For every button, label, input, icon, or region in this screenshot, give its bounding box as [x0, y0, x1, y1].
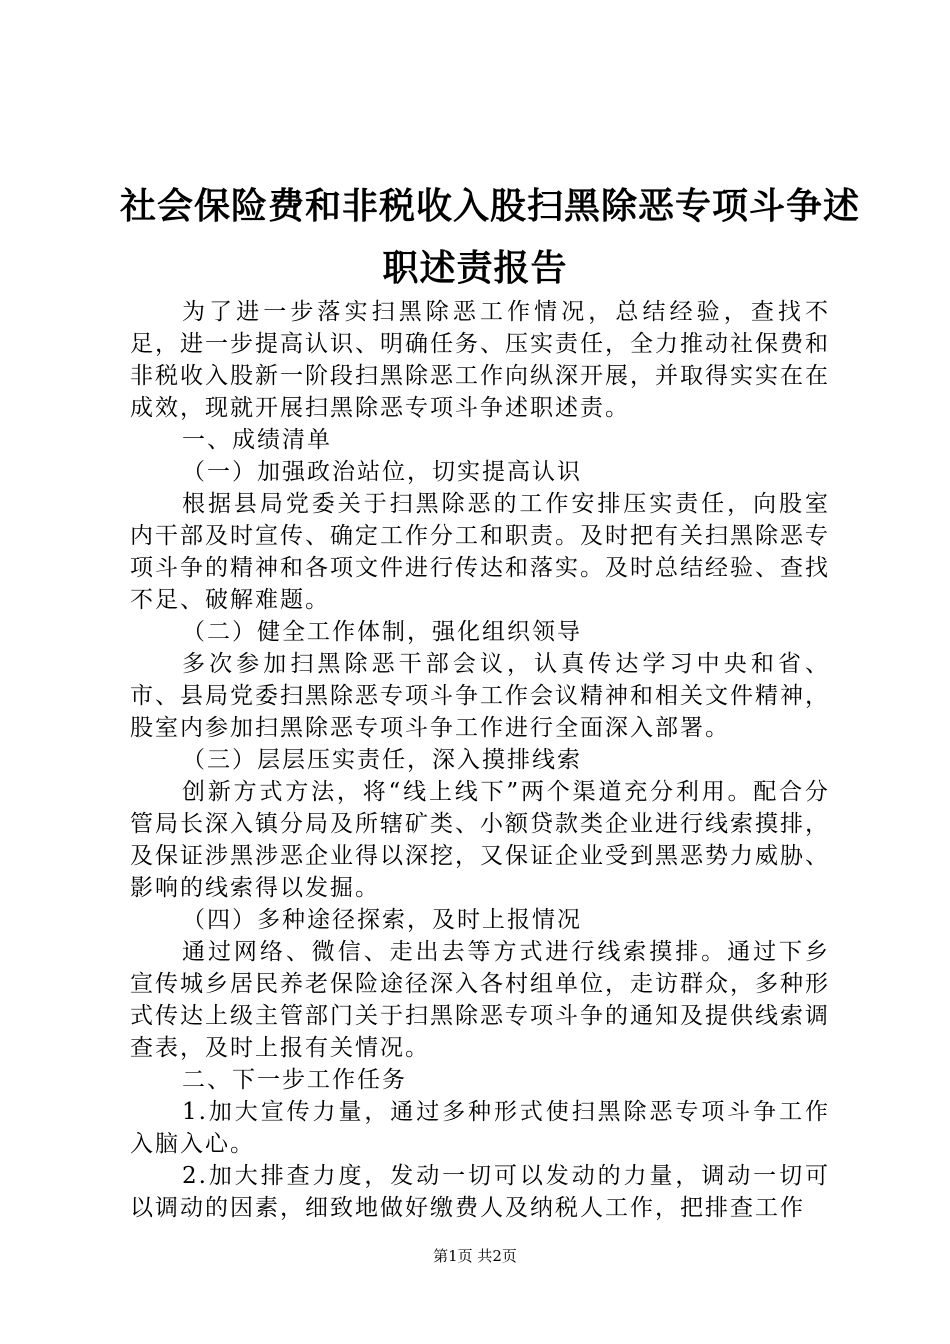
document-title-line-2: 职述责报告: [382, 247, 568, 289]
page-footer: 第1页 共2页: [433, 1247, 517, 1265]
body-paragraph-2: 多次参加扫黑除恶干部会议，认真传达学习中央和省、市、县局党委扫黑除恶专项斗争工作会议精神和相关文件精神，股室内参加扫黑除恶专项斗争工作进行全面深入部署。: [130, 651, 830, 741]
subheading-3: （三）层层压实责任，深入摸排线索: [182, 747, 582, 773]
subheading-1: （一）加强政治站位，切实提高认识: [182, 459, 582, 485]
section-heading-achievements: 一、成绩清单: [182, 427, 332, 453]
body-paragraph-3: 创新方式方法，将“线上线下”两个渠道充分利用。配合分管局长深入镇分局及所辖矿类、小额贷款类企业进行线索摸排，及保证涉黑涉恶企业得以深挖，又保证企业受到黑恶势力威胁、影响的线索得以发掘。: [130, 779, 830, 901]
intro-paragraph: 为了进一步落实扫黑除恶工作情况，总结经验，查找不足，进一步提高认识、明确任务、压实责任，全力推动社保费和非税收入股新一阶段扫黑除恶工作向纵深开展，并取得实实在在成效，现就开展扫黑除恶专项斗争述职述责。: [130, 299, 830, 421]
section-heading-next-steps: 二、下一步工作任务: [182, 1067, 407, 1093]
task-item-1: 1.加大宣传力量，通过多种形式使扫黑除恶专项斗争工作入脑入心。: [130, 1099, 830, 1157]
subheading-4: （四）多种途径探索，及时上报情况: [182, 907, 582, 933]
body-paragraph-4: 通过网络、微信、走出去等方式进行线索摸排。通过下乡宣传城乡居民养老保险途径深入各村组单位，走访群众，多种形式传达上级主管部门关于扫黑除恶专项斗争的通知及提供线索调查表，及时上报有关情况。: [130, 939, 830, 1061]
subheading-2: （二）健全工作体制，强化组织领导: [182, 619, 582, 645]
document-title-line-1: 社会保险费和非税收入股扫黑除恶专项斗争述: [120, 185, 861, 227]
body-paragraph-1: 根据县局党委关于扫黑除恶的工作安排压实责任，向股室内干部及时宣传、确定工作分工和职责。及时把有关扫黑除恶专项斗争的精神和各项文件进行传达和落实。及时总结经验、查找不足、破解难题。: [130, 491, 830, 613]
task-item-2: 2.加大排查力度，发动一切可以发动的力量，调动一切可以调动的因素，细致地做好缴费人及纳税人工作，把排查工作: [130, 1163, 830, 1221]
document-body: [130, 296, 830, 1224]
